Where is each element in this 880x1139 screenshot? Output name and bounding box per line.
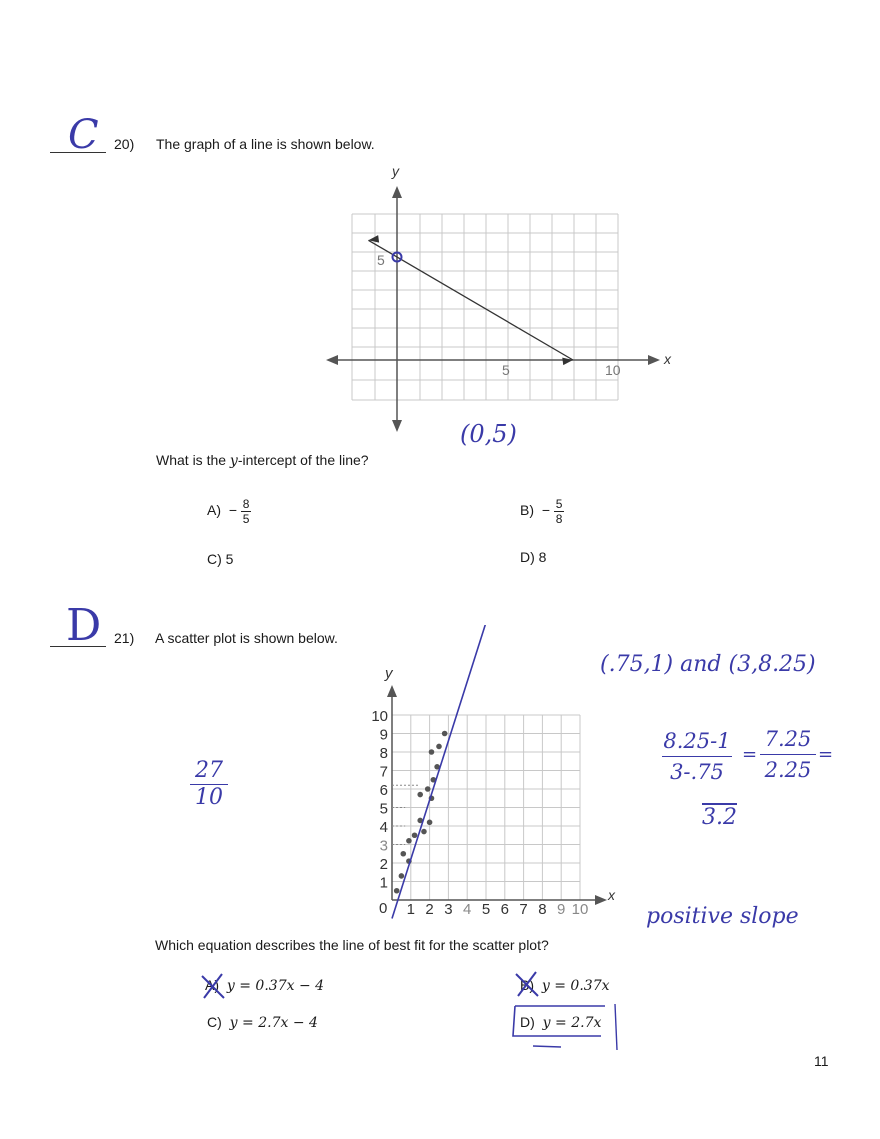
x-axis-arrow-right bbox=[648, 355, 660, 365]
y-tick-label-5: 5 bbox=[377, 252, 385, 268]
scatter-point bbox=[417, 792, 423, 798]
scatter-y-tick-label: 3 bbox=[379, 837, 388, 855]
scatter-y-tick-label: 10 bbox=[371, 708, 388, 725]
handwritten-positive-slope: positive slope bbox=[646, 904, 799, 929]
choice-20-b[interactable]: B) − $\frac{5}{8}$ bbox=[520, 497, 563, 526]
question-20-prompt: The graph of a line is shown below. bbox=[156, 136, 375, 152]
x-tick-label-10: 10 bbox=[605, 362, 621, 378]
question-21-text: Which equation describes the line of best fit for the scatter plot? bbox=[155, 937, 549, 953]
line-graph bbox=[320, 160, 680, 435]
scatter-origin-label: 0 bbox=[379, 900, 388, 917]
cross-out-mark-a bbox=[198, 970, 228, 1000]
scatter-point bbox=[400, 851, 406, 857]
question-number-20: 20) bbox=[114, 136, 135, 152]
handwritten-intercept-note: (0,5) bbox=[460, 420, 517, 448]
scatter-point bbox=[399, 873, 405, 879]
scatter-point bbox=[425, 786, 431, 792]
scatter-point bbox=[442, 731, 448, 737]
scatter-y-label: y bbox=[385, 665, 393, 682]
scatter-x-axis-arrow bbox=[595, 895, 607, 905]
answer-mark-20: C bbox=[68, 112, 99, 158]
scatter-x-tick-label: 7 bbox=[519, 901, 528, 918]
scatter-point bbox=[427, 820, 433, 826]
handwritten-equals-1: = bbox=[742, 744, 758, 765]
choice-20-a[interactable]: A) − $\frac{8}{5}$ bbox=[207, 497, 250, 526]
cross-out-mark-b bbox=[512, 968, 542, 998]
scatter-point bbox=[412, 832, 418, 838]
scatter-x-tick-label: 3 bbox=[444, 901, 453, 918]
choice-21-b[interactable]: B) y = 0.37x bbox=[520, 977, 610, 994]
x-axis-arrow-left bbox=[326, 355, 338, 365]
question-number-21: 21) bbox=[114, 630, 135, 646]
scatter-y-tick-label: 9 bbox=[379, 726, 388, 744]
question-21-prompt: A scatter plot is shown below. bbox=[155, 630, 338, 646]
y-axis-arrow-down bbox=[392, 420, 402, 432]
best-fit-line bbox=[392, 625, 486, 919]
scatter-point bbox=[436, 744, 442, 750]
answer-circle-mark bbox=[505, 1000, 635, 1055]
scatter-y-axis-arrow bbox=[387, 685, 397, 697]
y-axis-label: y bbox=[392, 163, 399, 179]
scatter-x-tick-label: 9 bbox=[557, 901, 566, 918]
scatter-point bbox=[394, 888, 400, 894]
scatter-x-tick-label: 2 bbox=[425, 901, 434, 918]
scatter-x-tick-label: 6 bbox=[500, 901, 509, 918]
scatter-y-tick-label: 4 bbox=[379, 819, 388, 836]
scatter-x-label: x bbox=[608, 887, 615, 903]
x-axis-label: x bbox=[664, 351, 671, 367]
graph-line-segment bbox=[368, 240, 573, 360]
scatter-y-tick-label: 6 bbox=[379, 782, 388, 799]
scatter-plot bbox=[355, 625, 630, 920]
choice-21-c[interactable]: C) y = 2.7x − 4 bbox=[207, 1014, 318, 1031]
y-axis-arrow-up bbox=[392, 186, 402, 198]
graph-line bbox=[368, 235, 573, 365]
handwritten-slope-result: 3.2 bbox=[702, 805, 737, 830]
scatter-point bbox=[406, 838, 412, 844]
handwritten-side-fraction: 27 10 bbox=[190, 758, 228, 811]
page-number: 11 bbox=[814, 1053, 829, 1069]
handwritten-points-note: (.75,1) and (3,8.25) bbox=[600, 652, 816, 677]
answer-mark-21: D bbox=[66, 600, 102, 651]
choice-21-a[interactable]: A) y = 0.37x − 4 bbox=[205, 977, 325, 994]
handwritten-fraction-2: 7.25 2.25 bbox=[760, 724, 816, 785]
scatter-y-tick-label: 8 bbox=[379, 745, 388, 762]
scatter-y-tick-label: 5 bbox=[379, 800, 388, 818]
x-tick-label-5: 5 bbox=[502, 362, 510, 378]
scatter-point bbox=[429, 749, 435, 755]
handwritten-equals-2: = bbox=[818, 744, 834, 765]
question-20-text: What is the y-intercept of the line? bbox=[156, 452, 369, 469]
choice-21-d[interactable]: D) y = 2.7x bbox=[520, 1014, 602, 1031]
scatter-x-tick-label: 10 bbox=[571, 901, 589, 918]
scatter-x-tick-label: 5 bbox=[481, 901, 491, 918]
scatter-y-tick-label: 7 bbox=[379, 763, 388, 781]
scatter-point bbox=[421, 829, 427, 835]
scatter-y-tick-label: 1 bbox=[379, 874, 388, 892]
graph-grid bbox=[352, 214, 618, 400]
scatter-x-tick-label: 1 bbox=[406, 901, 415, 918]
scatter-grid bbox=[392, 715, 580, 900]
choice-20-c[interactable]: C) 5 bbox=[207, 551, 234, 567]
scatter-x-tick-label: 4 bbox=[463, 901, 472, 918]
scatter-y-tick-label: 2 bbox=[379, 856, 388, 873]
handwritten-fraction-1: 8.25-1 3-.75 bbox=[662, 726, 732, 787]
choice-20-d[interactable]: D) 8 bbox=[520, 549, 547, 565]
scatter-x-tick-label: 8 bbox=[538, 901, 547, 918]
